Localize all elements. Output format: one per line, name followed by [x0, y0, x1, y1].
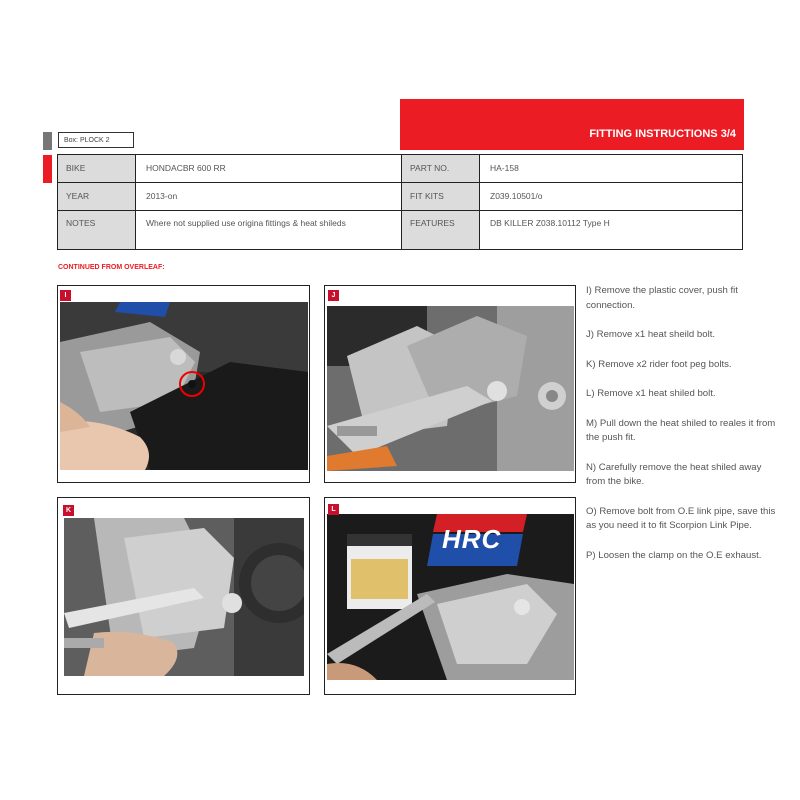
notes-value: Where not supplied use origina fittings & heat shileds — [146, 218, 346, 228]
instruction-step: N) Carefully remove the heat shiled away from the bike. — [586, 461, 762, 487]
photo-k — [64, 518, 304, 676]
instruction-step: J) Remove x1 heat sheild bolt. — [586, 329, 716, 340]
info-table — [57, 154, 743, 250]
instruction-list — [586, 284, 776, 578]
box-marker — [43, 132, 52, 150]
step-tag-l: L — [328, 504, 339, 515]
instruction-step: M) Pull down the heat shiled to reales it from the push fit. — [586, 417, 776, 443]
instruction-step: O) Remove bolt from O.E link pipe, save this as you need it to fit Scorpion Link Pipe. — [586, 505, 776, 531]
photo-frame-j — [324, 285, 576, 483]
instruction-step: K) Remove x2 rider foot peg bolts. — [586, 358, 732, 370]
year-value: 2013-on — [146, 191, 178, 201]
notes-label: NOTES — [58, 211, 135, 249]
part-value: HA-158 — [490, 163, 519, 173]
step-tag-i: I — [60, 290, 71, 301]
features-label: FEATURES — [402, 211, 479, 249]
part-label: PART NO. — [402, 155, 479, 182]
bike-label: BIKE — [58, 155, 135, 182]
step-tag-j: J — [328, 290, 339, 301]
table-divider — [479, 155, 480, 249]
step-tag-k: K — [63, 505, 74, 516]
instruction-step: I) Remove the plastic cover, push fit connection. — [586, 285, 738, 311]
bike-value: HONDACBR 600 RR — [146, 163, 226, 173]
photo-j — [327, 306, 574, 471]
photo-frame-l — [324, 497, 576, 695]
instruction-step: L) Remove x1 heat shiled bolt. — [586, 388, 716, 399]
section-marker — [43, 155, 52, 183]
page-title: FITTING INSTRUCTIONS 3/4 — [589, 128, 736, 140]
features-value: DB KILLER Z038.10112 Type H — [490, 218, 610, 228]
table-divider — [401, 155, 402, 249]
header-banner — [400, 99, 744, 150]
photo-frame-i — [57, 285, 310, 483]
year-label: YEAR — [58, 183, 135, 210]
fitkits-label: FIT KITS — [402, 183, 479, 210]
photo-i — [60, 302, 308, 470]
table-divider — [58, 210, 742, 211]
instruction-step: P) Loosen the clamp on the O.E exhaust. — [586, 549, 762, 561]
fitkits-value: Z039.10501/o — [490, 191, 543, 201]
table-divider — [58, 182, 742, 183]
hrc-logo-text: HRC — [442, 524, 502, 554]
photo-l — [327, 514, 574, 680]
photo-frame-k — [57, 497, 310, 695]
continued-label: CONTINUED FROM OVERLEAF: — [58, 264, 165, 271]
table-divider — [135, 155, 136, 249]
box-label: Box: PLOCK 2 — [58, 132, 134, 148]
